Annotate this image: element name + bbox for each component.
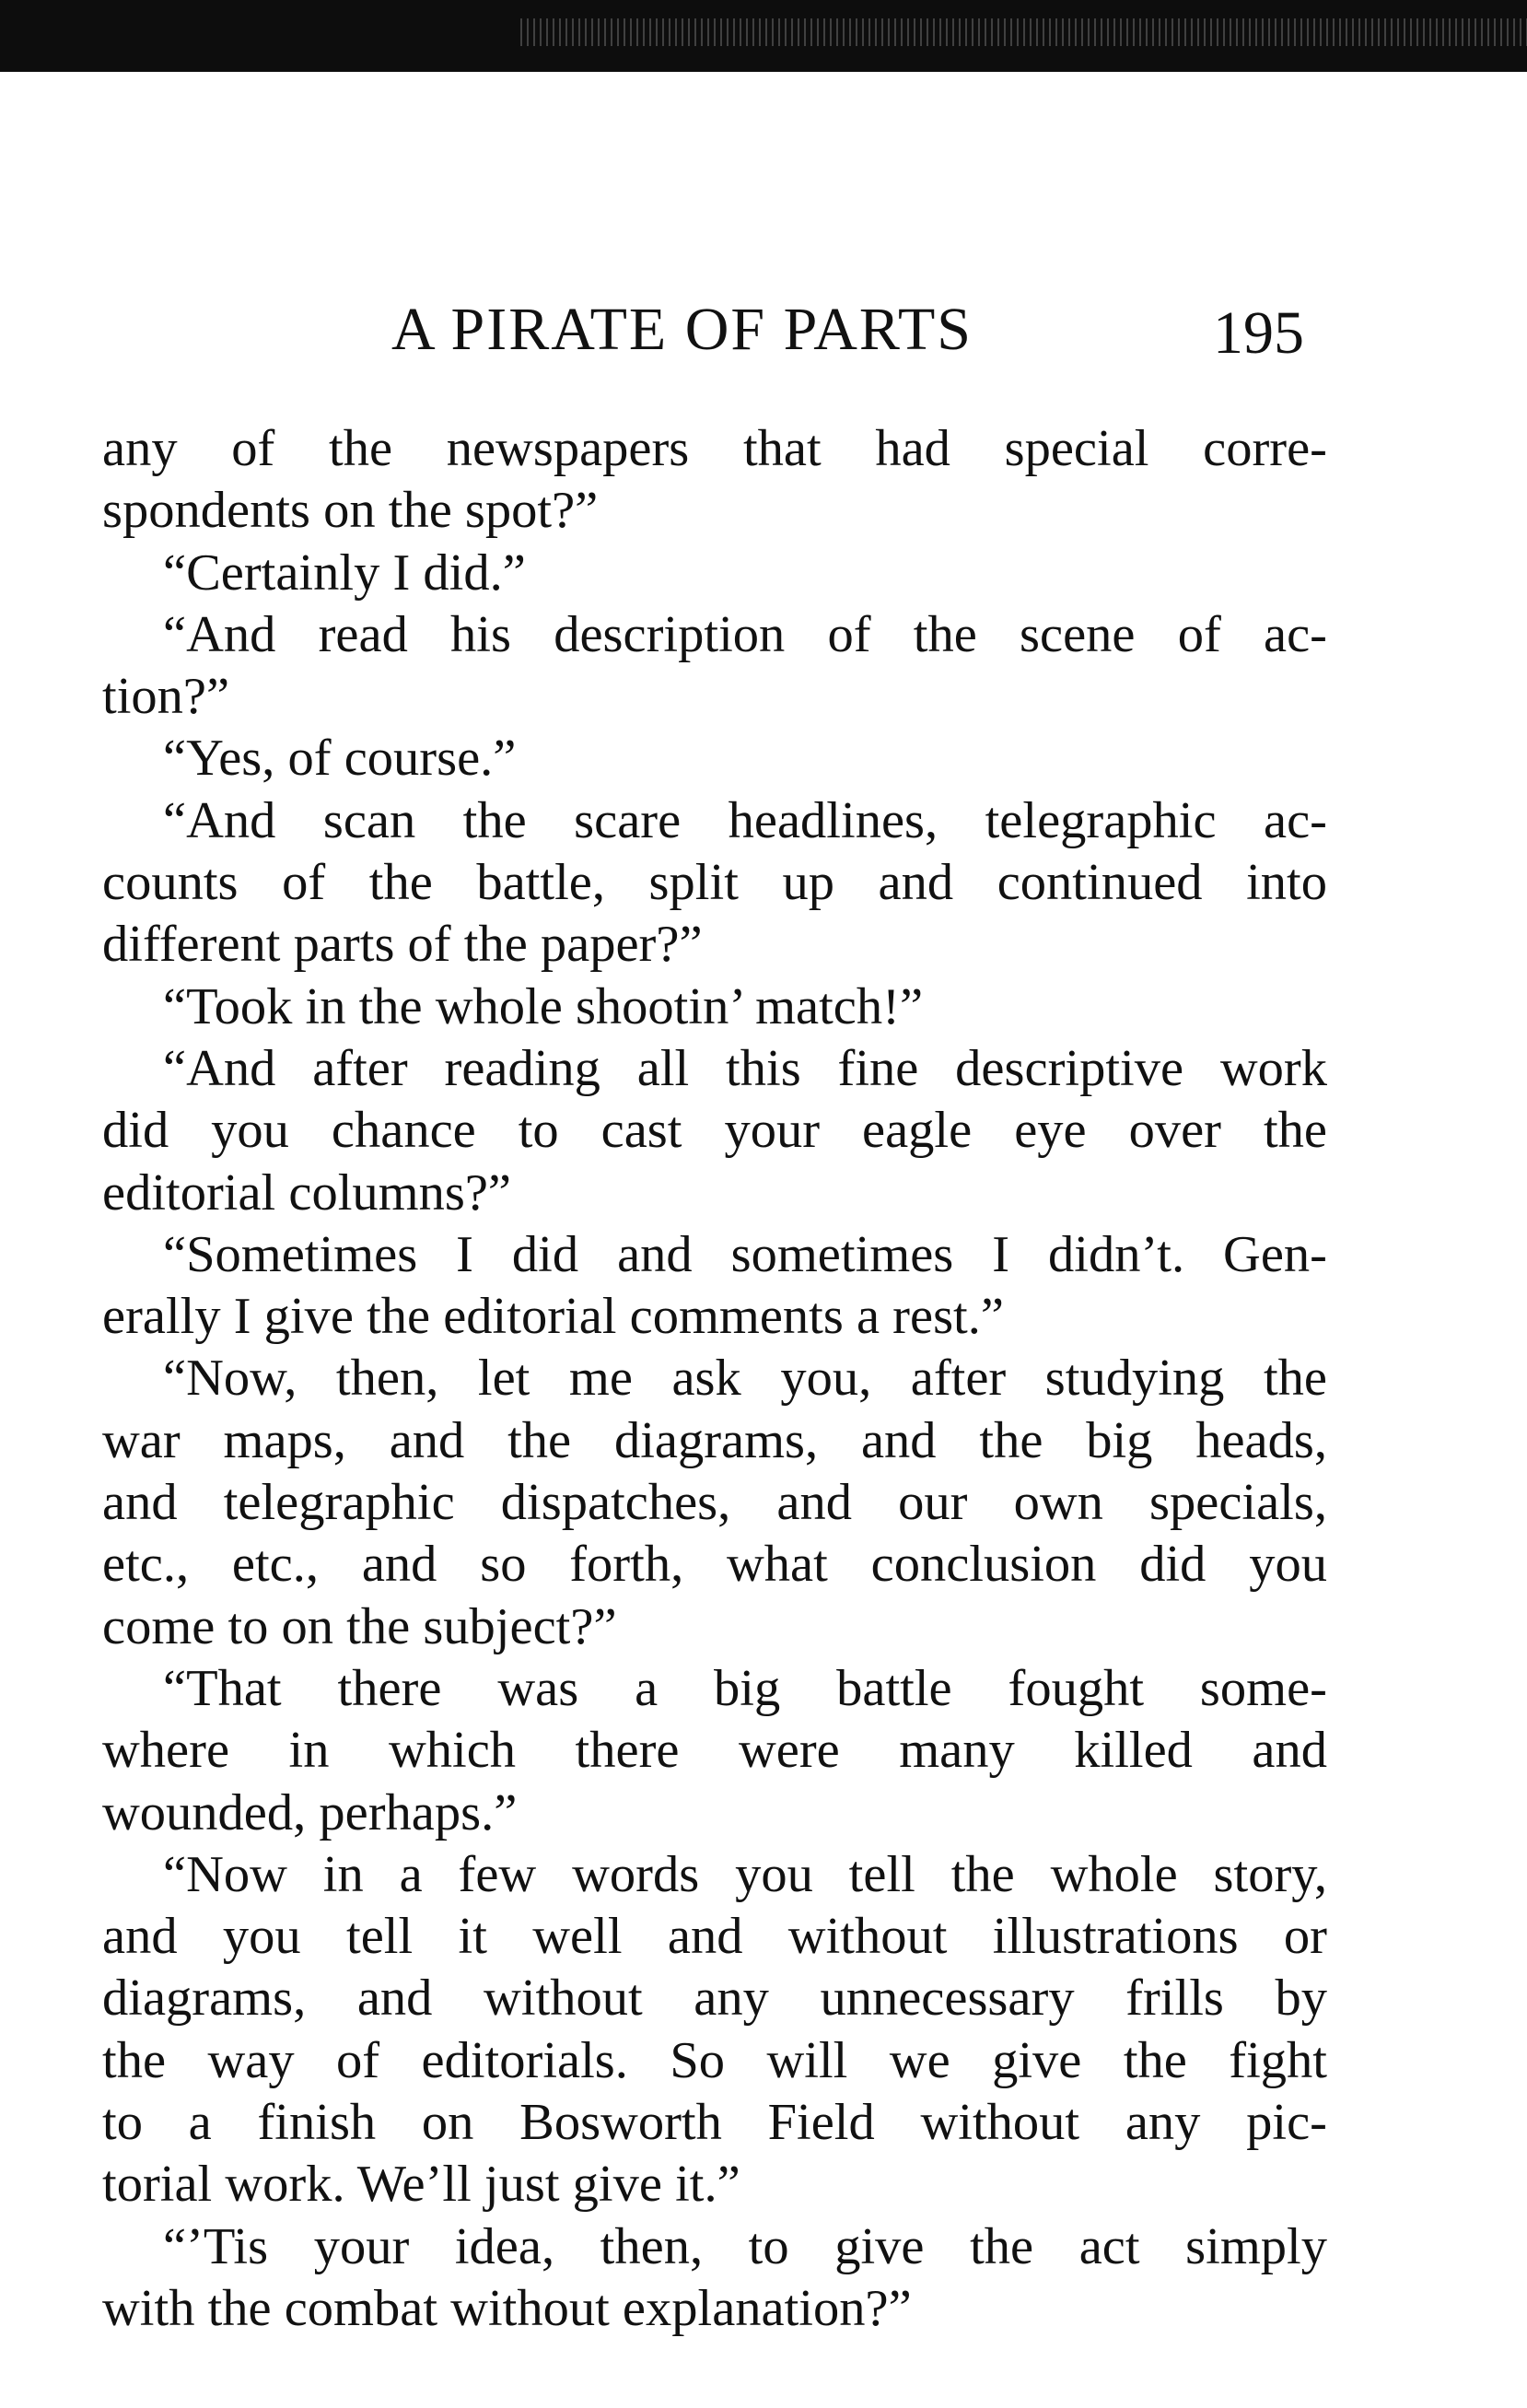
text-line: “Yes, of course.” — [163, 730, 517, 788]
text-line: “’Tis your idea, then, to give the act simply — [163, 2217, 1327, 2275]
text-line: the way of editorials. So will we give the fight — [102, 2031, 1327, 2089]
text-line: “Certainly I did.” — [163, 544, 526, 602]
text-line: come to on the subject?” — [102, 1597, 617, 1655]
text-line: war maps, and the diagrams, and the big heads, — [102, 1411, 1327, 1469]
text-line: “That there was a big battle fought some- — [163, 1659, 1327, 1717]
text-line: counts of the battle, split up and continued into — [102, 854, 1327, 912]
body-text — [102, 418, 1327, 2340]
text-line: “Now in a few words you tell the whole story, — [163, 1845, 1327, 1903]
text-line: “And after reading all this fine descriptive work — [163, 1039, 1327, 1097]
text-line: any of the newspapers that had special corre- — [102, 420, 1327, 477]
text-line: torial work. We’ll just give it.” — [102, 2156, 740, 2214]
text-line: where in which there were many killed and — [102, 1722, 1327, 1780]
running-title: A PIRATE OF PARTS — [391, 296, 973, 363]
text-line: editorial columns?” — [102, 1163, 511, 1222]
text-line: “Sometimes I did and sometimes I didn’t. Gen- — [163, 1225, 1327, 1283]
text-line: “And read his description of the scene of ac- — [163, 605, 1327, 663]
text-line: “Took in the whole shootin’ match!” — [163, 977, 924, 1035]
text-line: different parts of the paper?” — [102, 916, 703, 974]
text-line: tion?” — [102, 668, 230, 726]
text-line: with the combat without explanation?” — [102, 2279, 912, 2337]
scan-top-border — [0, 0, 1527, 72]
text-line: and you tell it well and without illustrations or — [102, 1908, 1327, 1966]
text-line: diagrams, and without any unnecessary frills by — [102, 1970, 1327, 2028]
page-number: 195 — [1213, 299, 1304, 367]
text-line: etc., etc., and so forth, what conclusion did you — [102, 1536, 1327, 1594]
text-line: wounded, perhaps.” — [102, 1783, 518, 1841]
text-line: “Now, then, let me ask you, after studying the — [163, 1350, 1327, 1408]
text-line: spondents on the spot?” — [102, 482, 599, 540]
text-line: did you chance to cast your eagle eye over the — [102, 1102, 1327, 1160]
text-line: erally I give the editorial comments a rest.” — [102, 1288, 1004, 1346]
text-line: to a finish on Bosworth Field without any pic- — [102, 2094, 1327, 2152]
text-line: and telegraphic dispatches, and our own specials, — [102, 1474, 1327, 1532]
text-line: “And scan the scare headlines, telegraphic ac- — [163, 791, 1327, 849]
